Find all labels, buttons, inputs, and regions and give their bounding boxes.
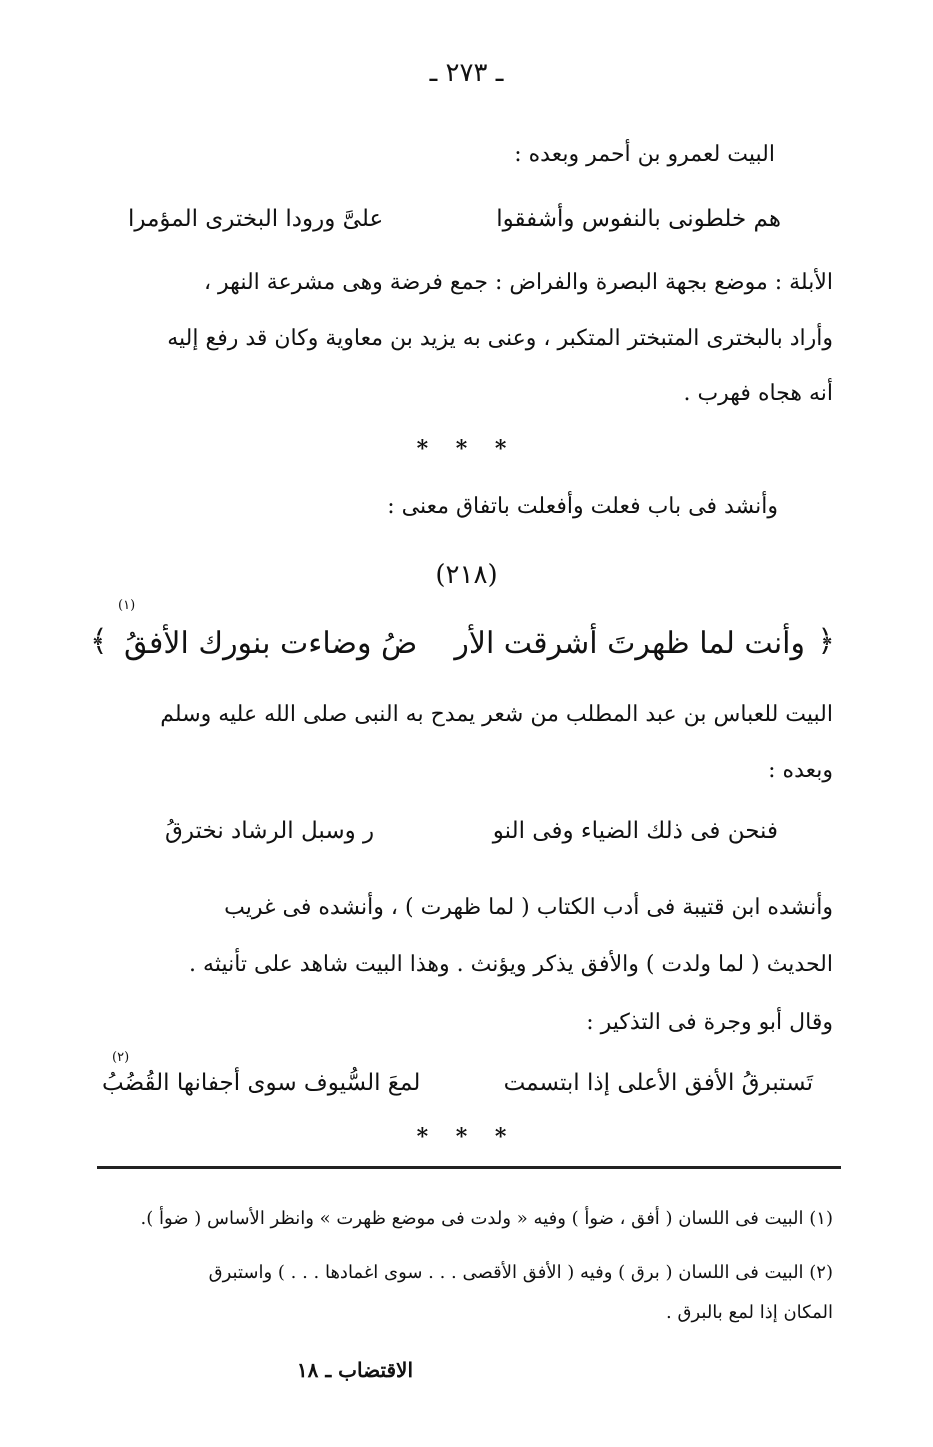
verse-bracket-close: ﴾	[90, 624, 108, 659]
verse-hemistich-right: وأنت لما ظهرتَ أشرقت الأر	[454, 626, 805, 661]
verse-hemistich-left: علىَّ ورودا البخترى المؤمرا	[128, 206, 384, 232]
page-number: ـ ٢٧٣ ـ	[429, 58, 504, 88]
text-line: البيت لعمرو بن أحمر وبعده :	[514, 142, 775, 167]
verse-hemistich-right: فنحن فى ذلك الضياء وفى النو	[492, 818, 778, 844]
verse-hemistich-right: هم خلطونى بالنفوس وأشفقوا	[496, 206, 781, 232]
footnote-divider	[97, 1166, 841, 1169]
text-line: أنه هجاه فهرب .	[683, 381, 833, 406]
verse-number: (٢١٨)	[435, 560, 498, 590]
text-line: وبعده :	[768, 758, 833, 783]
section-separator: * * *	[416, 436, 517, 462]
verse-hemistich-right: تَستبرقُ الأفق الأعلى إذا ابتسمت	[503, 1070, 813, 1096]
footnote-marker: (٢)	[112, 1050, 130, 1065]
text-line: الحديث ( لما ولدت ) والأفق يذكر ويؤنث . وهذا البيت شاهد على تأنيثه .	[189, 952, 833, 977]
text-line: البيت للعباس بن عبد المطلب من شعر يمدح به النبى صلى الله عليه وسلم	[160, 702, 833, 727]
page-footer: الاقتضاب ـ ١٨	[296, 1358, 413, 1382]
section-separator: * * *	[416, 1124, 517, 1150]
verse-hemistich-left: ر وسبل الرشاد نخترقُ	[165, 818, 375, 844]
text-line: وأنشده ابن قتيبة فى أدب الكتاب ( لما ظهرت ) ، وأنشده فى غريب	[224, 895, 833, 920]
text-line: وقال أبو وجرة فى التذكير :	[586, 1010, 833, 1035]
verse-hemistich-left: ضُ وضاءت بنورك الأفقُ	[124, 626, 418, 661]
footnote-marker: (١)	[118, 598, 136, 613]
text-line: وأنشد فى باب فعلت وأفعلت باتفاق معنى :	[387, 494, 778, 519]
verse-bracket-open: ﴿	[817, 624, 835, 659]
footnote: (٢) البيت فى اللسان ( برق ) وفيه ( الأفق الأقصى . . . سوى اغمادها . . . ) واستبرق	[208, 1262, 833, 1283]
text-line: وأراد بالبخترى المتبختر المتكبر ، وعنى به يزيد بن معاوية وكان قد رفع إليه	[167, 326, 833, 351]
footnote: المكان إذا لمع بالبرق .	[666, 1302, 833, 1323]
footnote: (١) البيت فى اللسان ( أفق ، ضوأ ) وفيه « ولدت فى موضع ظهرت » وانظر الأساس ( ضوأ ).	[140, 1208, 833, 1229]
verse-hemistich-left: لمعَ السُّيوف سوى أجفانها القُضُبُ	[102, 1070, 421, 1096]
text-line: الأبلة : موضع بجهة البصرة والفراض : جمع فرضة وهى مشرعة النهر ،	[203, 270, 833, 295]
